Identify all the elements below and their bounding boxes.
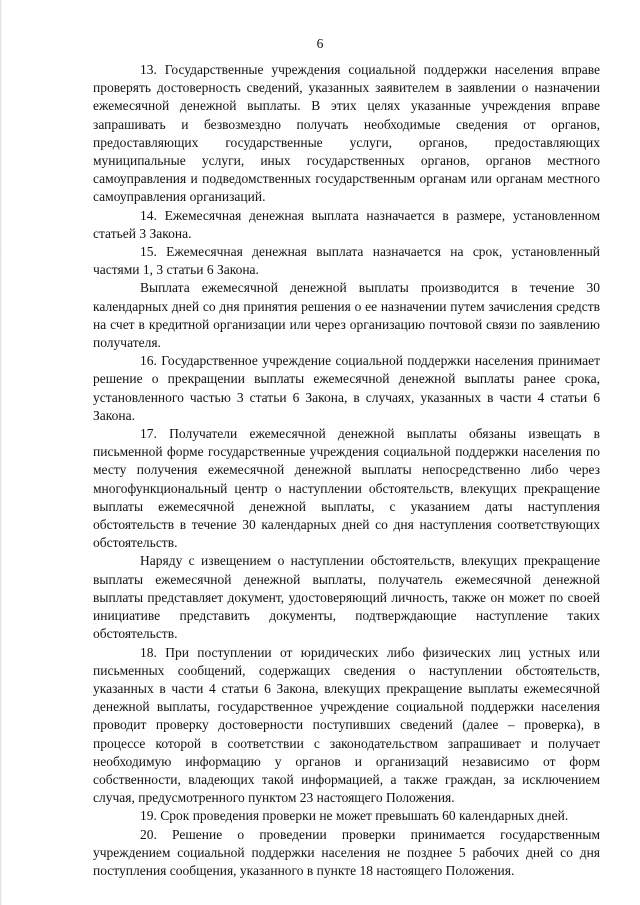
page-number: 6 [316, 36, 324, 51]
paragraph-19: 19. Срок проведения проверки не может превышать 60 календарных дней. [140, 808, 569, 824]
paragraph-15: 15. Ежемесячная денежная выплата назначается на срок, установленный частями 1, 3 статьи 6 Закона. [93, 244, 600, 278]
paragraph-17: 17. Получатели ежемесячной денежной выплаты обязаны извещать в письменной форме государственные учреждения социальной поддержки населения по месту получения ежемесячной денежной выплаты непосредственно либо через многофункциональный центр о наступлении обстоятельств, влекущих прекращение выплаты ежемесячной денежной выплаты, с указанием даты наступления обстоятельств в течение 30 календарных дней со дня наступления соответствующих обстоятельств. [93, 426, 600, 551]
paragraph-13: 13. Государственные учреждения социальной поддержки населения вправе проверять достоверность сведений, указанных заявителем в заявлении о назначении ежемесячной денежной выплаты. В этих целях указанные учреждения вправе запрашивать и безвозмездно получать необходимые сведения от органов, предоставляющих государственные услуги, органов, предоставляющих муниципальные услуги, иных государственных органов, органов местного самоуправления и подведомственных государственным органам или органам местного самоуправления организаций. [93, 62, 600, 205]
paragraph-18: 18. При поступлении от юридических либо физических лиц устных или письменных сообщений, содержащих сведения о наступлении обстоятельств, указанных в части 4 статьи 6 Закона, влекущих прекращение выплаты ежемесячной денежной выплаты, государственное учреждение социальной поддержки населения проводит проверку достоверности поступивших сведений (далее – проверка), в процессе которой в соответствии с законодательством запрашивает и получает необходимую информацию у органов и организаций независимо от форм собственности, владеющих такой информацией, а также граждан, за исключением случая, предусмотренного пунктом 23 настоящего Положения. [93, 644, 600, 806]
paragraph-17-documents: Наряду с извещением о наступлении обстоятельств, влекущих прекращение выплаты ежемесячной денежной выплаты, получатель ежемесячной денежной выплаты представляет документ, удостоверяющий личность, также он может по своей инициативе представить документы, подтверждающие наступление таких обстоятельств. [93, 553, 600, 642]
document-body [93, 61, 600, 880]
paragraph-16: 16. Государственное учреждение социальной поддержки населения принимает решение о прекращении выплаты ежемесячной денежной выплаты ранее срока, установленного частью 3 статьи 6 Закона, в случаях, указанных в части 4 статьи 6 Закона. [93, 353, 600, 423]
scan-edge-shadow [0, 0, 2, 905]
paragraph-15-payment: Выплата ежемесячной денежной выплаты производится в течение 30 календарных дней со дня принятия решения о ее назначении путем зачисления средств на счет в кредитной организации или через организацию почтовой связи по заявлению получателя. [93, 280, 600, 351]
paragraph-20: 20. Решение о проведении проверки принимается государственным учреждением социальной поддержки населения не позднее 5 рабочих дней со дня поступления сообщения, указанного в пункте 18 настоящего Положения. [93, 826, 600, 878]
paragraph-14: 14. Ежемесячная денежная выплата назначается в размере, установленном статьей 3 Закона. [93, 207, 600, 241]
